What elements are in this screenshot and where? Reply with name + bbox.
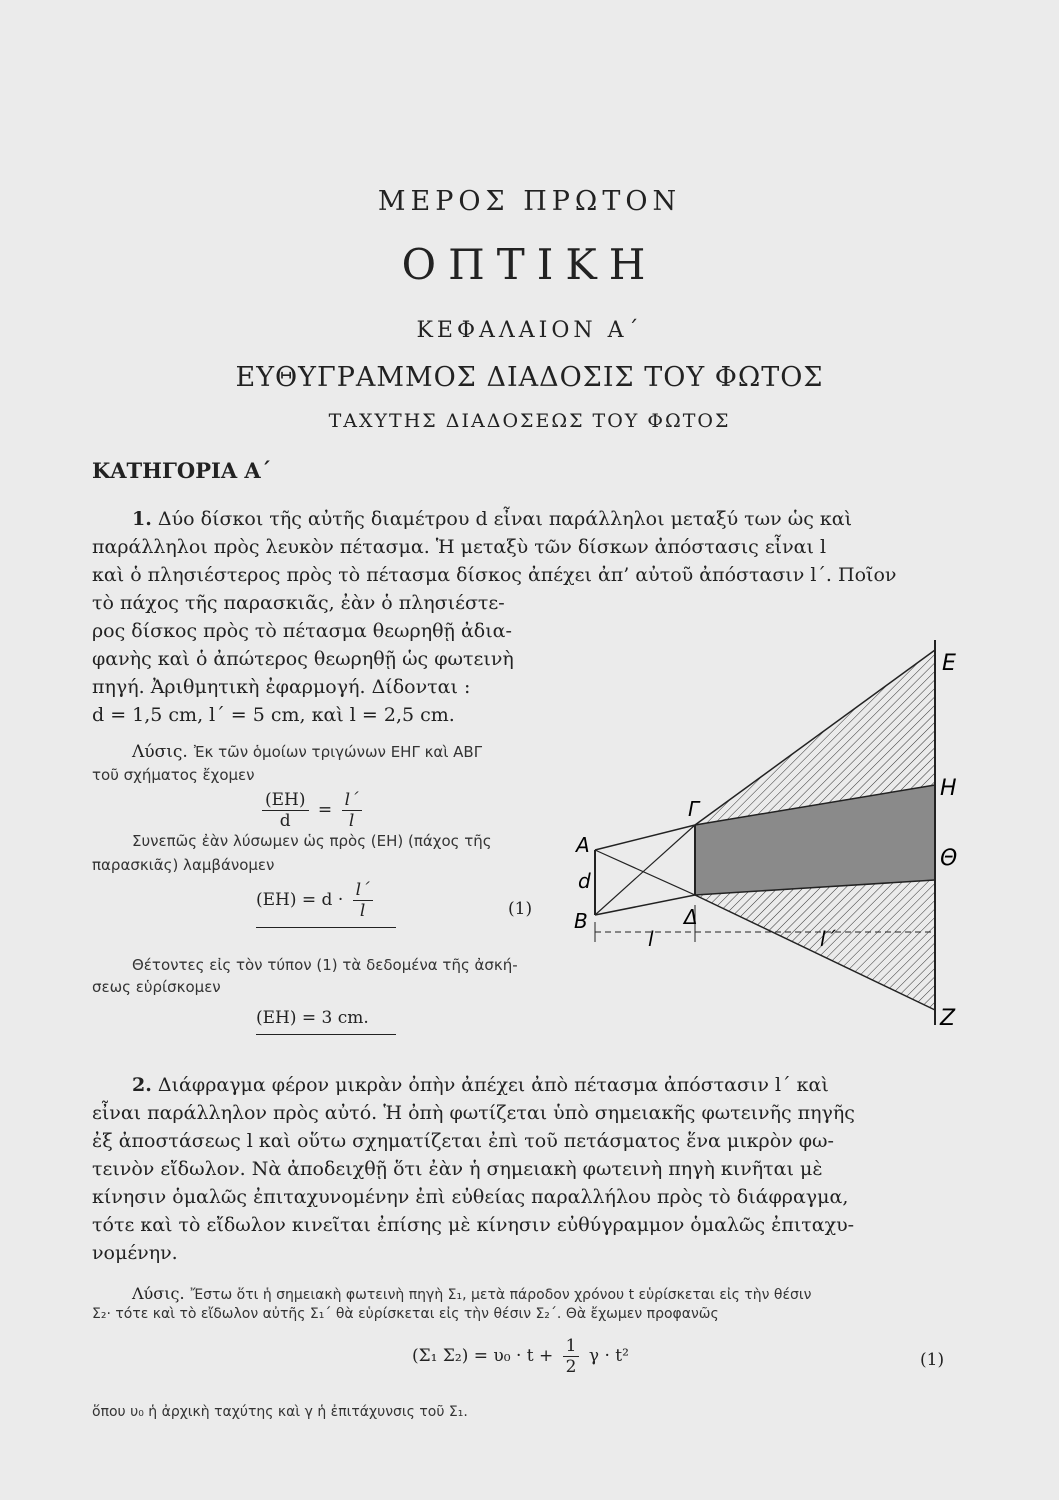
solution2-line-3: ὅπου υ₀ ἡ ἀρχικὴ ταχύτης καὶ γ ἡ ἐπιτάχυνσις τοῦ Σ₁. <box>92 1404 468 1420</box>
solution1-line-1 <box>132 740 482 762</box>
eq2-num: l΄ <box>353 880 373 901</box>
eq-motion-lhs: (Σ₁ Σ₂) = υ₀ · t + <box>412 1346 554 1366</box>
eq1-rhs-num: l΄ <box>342 790 362 811</box>
problem2-number: 2. <box>132 1074 152 1096</box>
eq2-op: = d · <box>301 890 344 910</box>
solution1-line-3: Συνεπῶς ἐὰν λύσωμεν ὡς πρὸς (ΕΗ) (πάχος τῆς <box>132 832 492 850</box>
problem2-line-1 <box>132 1074 829 1096</box>
solution2-line-1 <box>132 1282 811 1304</box>
problem1-text: Δύο δίσκοι τῆς αὐτῆς διαμέτρου d εἶναι παράλληλοι μεταξύ των ὡς καὶ <box>157 508 853 530</box>
eq-motion-num: 1 <box>563 1336 580 1357</box>
label-h: H <box>940 776 957 801</box>
equation-thickness <box>256 880 396 928</box>
problem2-line-4: τεινὸν εἴδωλον. Νὰ ἀποδειχθῇ ὅτι ἐὰν ἡ σημειακὴ φωτεινὴ πηγὴ κινῆται μὲ <box>92 1158 823 1180</box>
problem1-line-5: ρος δίσκος πρὸς τὸ πέτασμα θεωρηθῇ ἀδια- <box>92 620 512 642</box>
label-theta: Θ <box>940 846 958 871</box>
eq1-rhs-den: l <box>348 811 355 831</box>
problem1-line-7: πηγή. Ἀριθμητικὴ ἐφαρμογή. Δίδονται : <box>92 676 471 698</box>
ray-b-g <box>595 825 695 915</box>
label-z: Z <box>940 1006 956 1031</box>
problem1-line-4: τὸ πάχος τῆς παρασκιᾶς, ἐὰν ὁ πλησιέστε- <box>92 592 505 614</box>
solution2-label: Λύσις. <box>132 1284 185 1303</box>
label-gamma: Γ <box>688 797 700 821</box>
eq2-den: l <box>359 901 366 921</box>
problem2-line-2: εἶναι παράλληλον πρὸς αὐτό. Ἡ ὀπὴ φωτίζεται ὑπὸ σημειακῆς φωτεινῆς πηγῆς <box>92 1102 855 1124</box>
penumbra-lower <box>695 880 935 1010</box>
problem2-line-5: κίνησιν ὁμαλῶς ἐπιταχυνομένην ἐπὶ εὐθείας παραλλήλου πρὸς τὸ διάφραγμα, <box>92 1186 849 1208</box>
category-heading: ΚΑΤΗΓΟΡΙΑ Α΄ <box>92 458 272 483</box>
ray-a-g <box>595 825 695 850</box>
problem2-line-7: νομένην. <box>92 1242 178 1264</box>
part-heading: ΜΕΡΟΣ ΠΡΩΤΟΝ <box>377 186 682 217</box>
label-lprime: l΄ <box>820 927 836 951</box>
problem2-line-3: ἐξ ἀποστάσεως l καὶ οὕτω σχηματίζεται ἐπὶ τοῦ πετάσματος ἕνα μικρὸν φω- <box>92 1130 834 1152</box>
equation-ratio <box>258 790 366 831</box>
solution1-line-4: παρασκιᾶς) λαμβάνομεν <box>92 856 275 874</box>
page-title: ΟΠΤΙΚΗ <box>401 240 658 289</box>
problem1-line-8: d = 1,5 cm, l΄ = 5 cm, καὶ l = 2,5 cm. <box>92 704 455 726</box>
label-l: l <box>648 927 654 951</box>
section-heading: ΤΑΧΥΤΗΣ ΔΙΑΔΟΣΕΩΣ ΤΟΥ ΦΩΤΟΣ <box>328 410 731 432</box>
subject-heading: ΕΥΘΥΓΡΑΜΜΟΣ ΔΙΑΔΟΣΙΣ ΤΟΥ ΦΩΤΟΣ <box>235 362 824 393</box>
eq1-op: = <box>317 800 333 820</box>
problem1-line-3: καὶ ὁ πλησιέστερος πρὸς τὸ πέτασμα δίσκος ἀπέχει ἀπ’ αὐτοῦ ἀπόστασιν l΄. Ποῖον <box>92 564 897 586</box>
shadow-diagram <box>560 630 980 1040</box>
eq1-lhs-den: d <box>279 811 291 831</box>
eq-motion-rhs: γ · t² <box>588 1346 629 1366</box>
problem1-line-6: φανὴς καὶ ὁ ἀπώτερος θεωρηθῇ ὡς φωτεινὴ <box>92 648 514 670</box>
solution2-text: Ἔστω ὅτι ἡ σημειακὴ φωτεινὴ πηγὴ Σ₁, μετὰ πάροδον χρόνου t εὑρίσκεται εἰς τὴν θέσιν <box>190 1287 812 1303</box>
chapter-heading: ΚΕΦΑΛΑΙΟΝ Α΄ <box>416 318 643 343</box>
problem1-number: 1. <box>132 508 152 530</box>
solution1-line-6: σεως εὑρίσκομεν <box>92 978 221 996</box>
equation-motion <box>412 1336 629 1377</box>
ray-a-d <box>595 850 695 895</box>
ray-b-d <box>595 895 695 915</box>
label-delta: Δ <box>684 905 698 929</box>
eq2-tag: (1) <box>508 899 533 919</box>
solution1-label: Λύσις. <box>132 742 188 762</box>
eq-motion-den: 2 <box>565 1357 577 1377</box>
problem1-line-2: παράλληλοι πρὸς λευκὸν πέτασμα. Ἡ μεταξὺ τῶν δίσκων ἀπόστασις εἶναι l <box>92 536 827 558</box>
solution1-line-5: Θέτοντες εἰς τὸν τύπον (1) τὰ δεδομένα τῆς ἀσκή- <box>132 956 518 974</box>
equation-result: (ΕΗ) = 3 cm. <box>256 1008 396 1035</box>
label-b: B <box>574 909 588 933</box>
solution2-line-2: Σ₂· τότε καὶ τὸ εἴδωλον αὐτῆς Σ₁΄ θὰ εὑρίσκεται εἰς τὴν θέσιν Σ₂΄. Θὰ ἔχωμεν προφανῶς <box>92 1306 719 1322</box>
eq-motion-tag: (1) <box>920 1350 945 1370</box>
eq2-lhs: (ΕΗ) <box>256 890 297 910</box>
solution1-line-2: τοῦ σχήματος ἔχομεν <box>92 766 255 784</box>
eq1-lhs-num: (ΕΗ) <box>262 790 309 811</box>
label-a: A <box>576 833 590 857</box>
label-e: E <box>942 651 956 676</box>
problem2-text: Διάφραγμα φέρον μικρὰν ὀπὴν ἀπέχει ἀπὸ πέτασμα ἀπόστασιν l΄ καὶ <box>157 1074 829 1096</box>
label-d: d <box>578 869 591 893</box>
problem2-line-6: τότε καὶ τὸ εἴδωλον κινεῖται ἐπίσης μὲ κίνησιν εὐθύγραμμον ὁμαλῶς ἐπιταχυ- <box>92 1214 855 1236</box>
solution1-text: Ἐκ τῶν ὁμοίων τριγώνων ΕΗΓ καὶ ΑΒΓ <box>193 743 483 761</box>
problem1-line-1 <box>132 508 852 530</box>
